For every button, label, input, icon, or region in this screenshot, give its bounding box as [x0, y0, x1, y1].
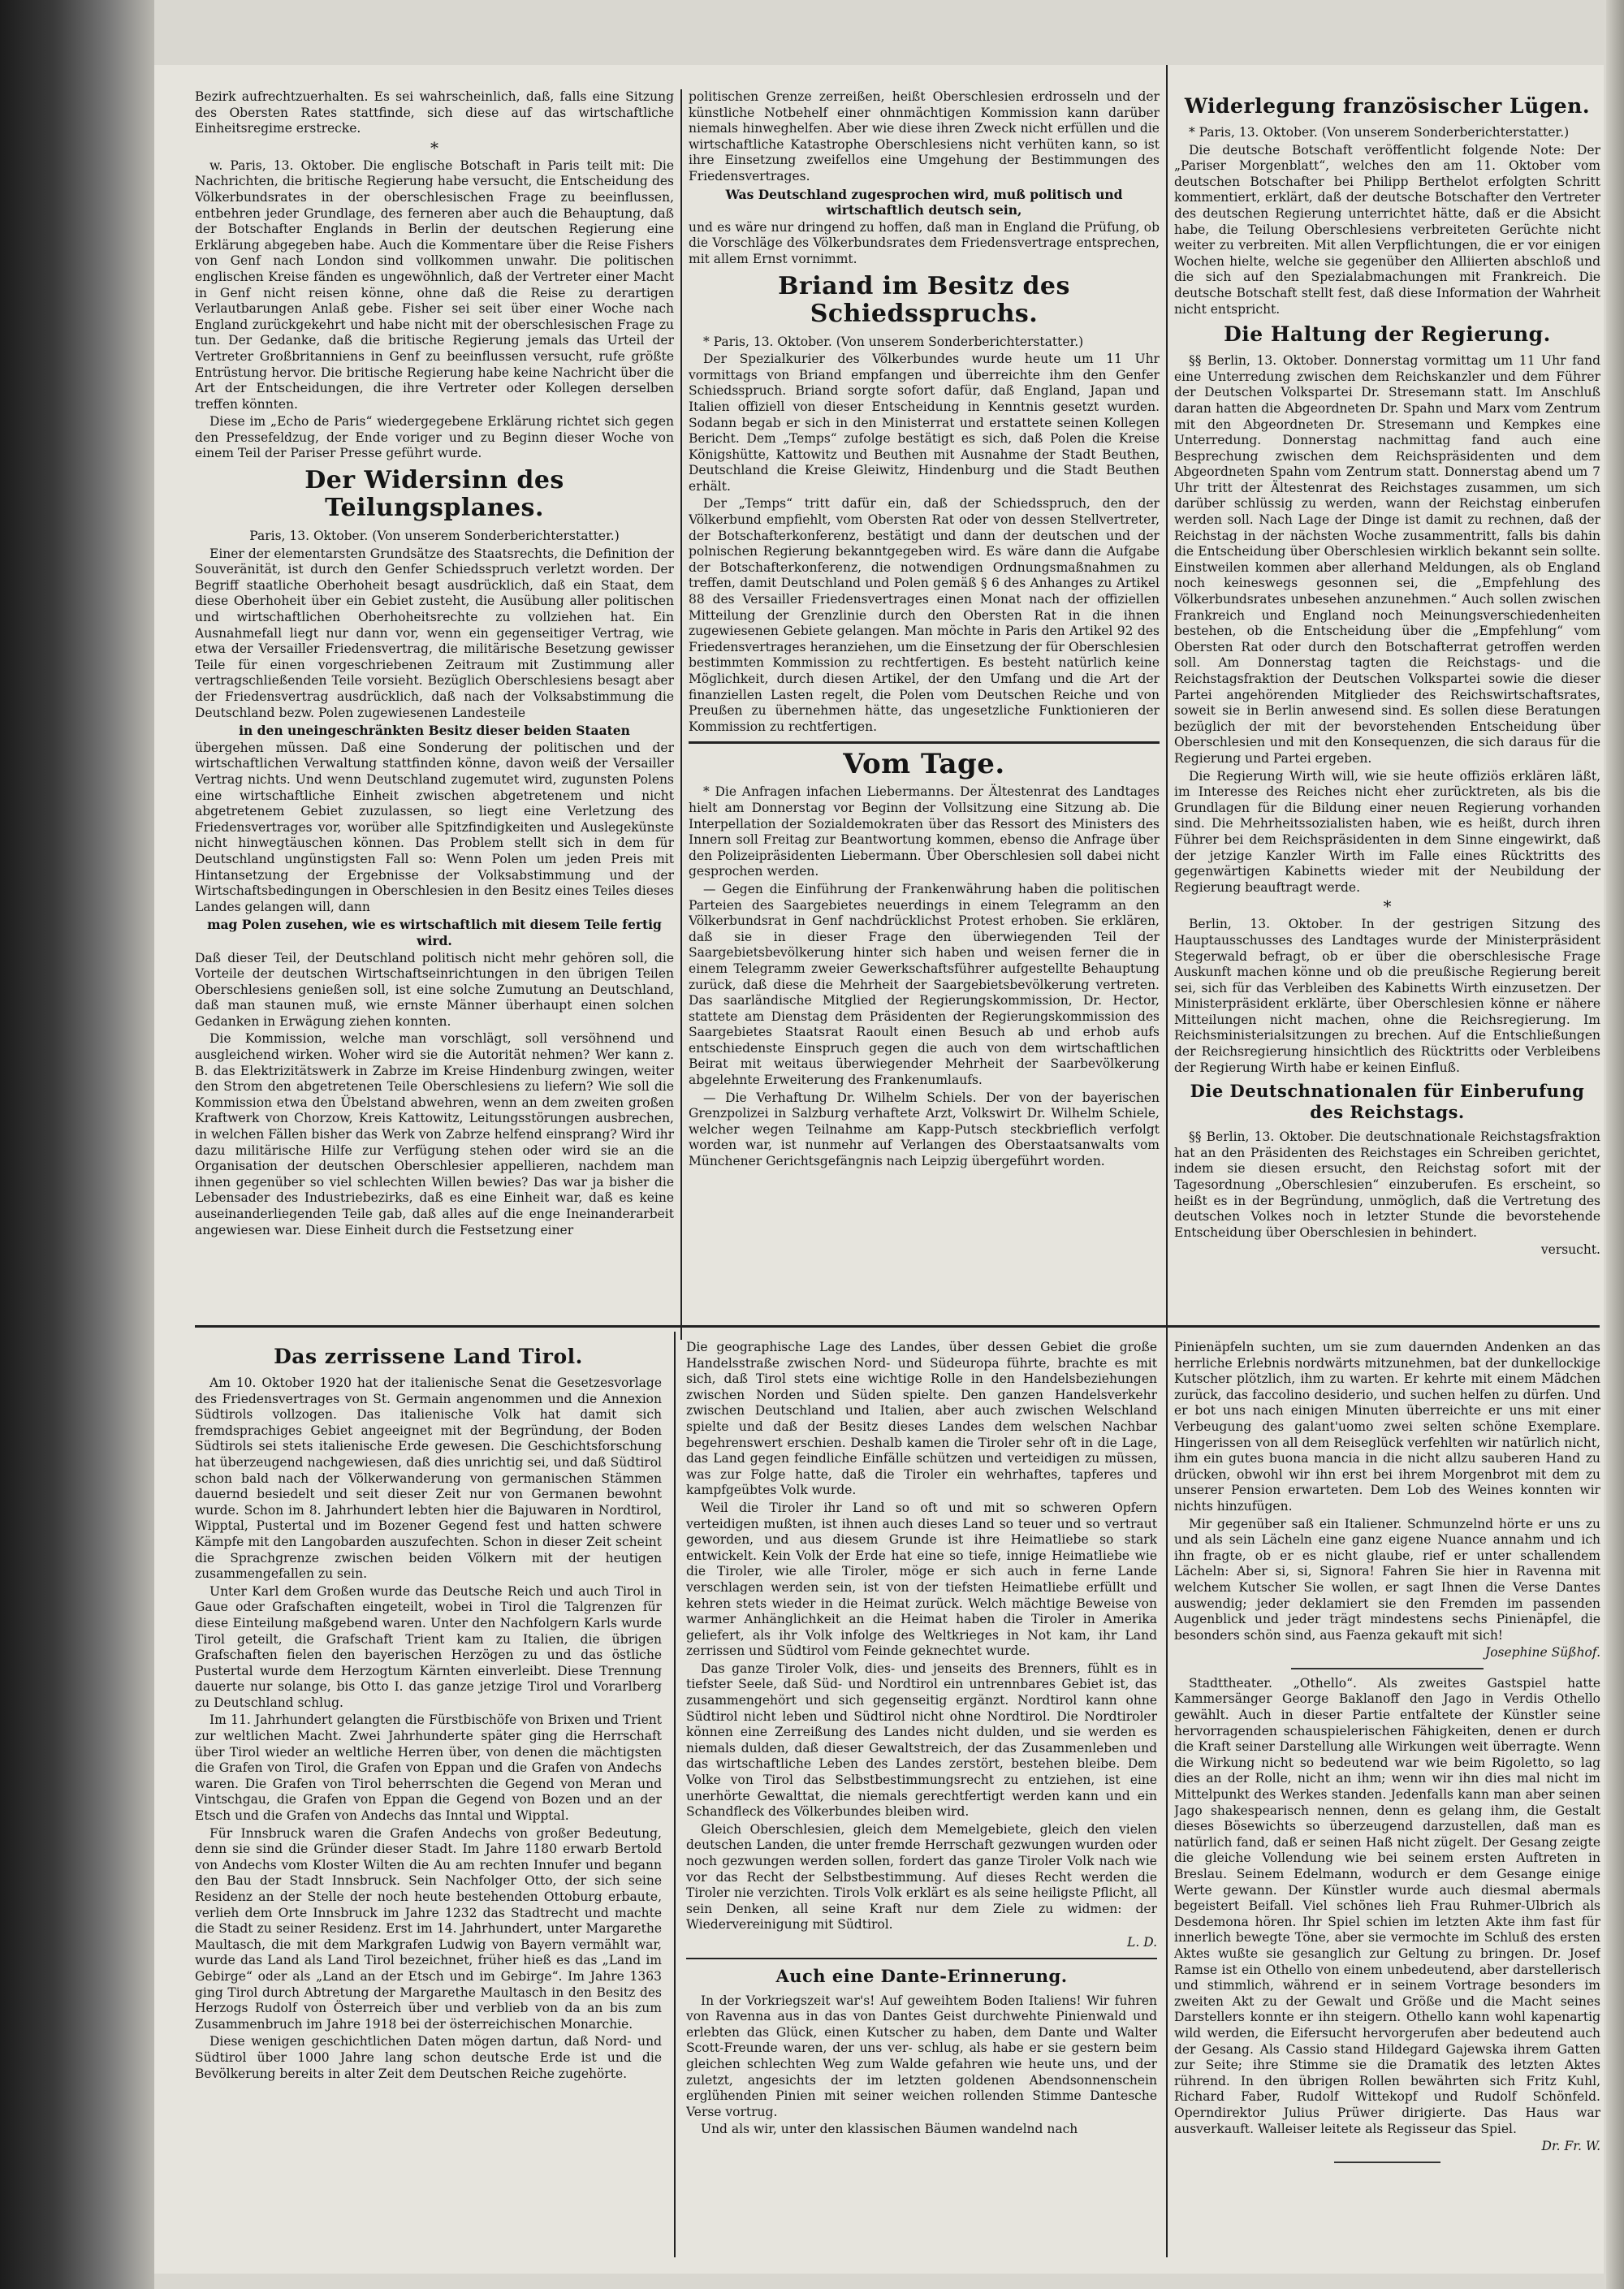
column-2 — [689, 89, 1160, 1319]
separator-star: * — [430, 137, 438, 158]
article-paragraph: Diese wenigen geschichtlichen Daten mögen dartun, daß Nord- und Südtirol über 1000 Jahre lang schon deutsche Erde ist und die Bevölkerung bereits in alter Zeit dem Deutschen Reiche zugehörte. — [195, 2034, 662, 2081]
headline-tirol: Das zerrissene Land Tirol. — [274, 1345, 583, 1368]
author-signature: Dr. Fr. W. — [1541, 2139, 1600, 2154]
separator-star: * — [1383, 896, 1392, 917]
column-divider — [1166, 1332, 1168, 2257]
headline-deutschnationalen: Die Deutschnationalen für Einberufung des Reichstags. — [1190, 1081, 1585, 1123]
emphasis-line: mag Polen zusehen, wie es wirtschaftlich mit diesem Teile fertig wird. — [207, 917, 662, 948]
section-rule — [689, 741, 1160, 744]
english-embassy-note: w. Paris, 13. Oktober. Die englische Botschaft in Paris teilt mit: Die Nachrichten, die britische Regierung habe versucht, die Entscheidung des Völkerbundsrates in der oberschlesischen Frage zu beeinflussen, entbehren jeder Grundlage, des ferneren aber auch die Behauptung, daß der Botschafter Englands in Berlin der deutschen Regierung eine Erklärung abgegeben habe. Auch die Kommentare über die Reise Fishers von Genf nach London sind vollkommen unwahr. Die politischen englischen Kreise fänden es ungewöhnlich, daß der Vertreter einer Macht in Genf nicht reisen könne, ohne daß die Reise zu derartigen Verlautbarungen Anlaß gebe. Fisher sei seit über einer Woche nach England zurückgekehrt und habe nicht mit der oberschlesischen Frage zu tun. Der Gedanke, daß die britische Regierung jemals das Urteil der Vertreter Großbritanniens in Genf zu beeinflussen versucht, rufe größte Entrüstung hervor. Die britische Regierung habe keine Nachricht über die Art der Entscheidungen, die ihre Vertreter oder Kollegen derselben treffen könnten. — [195, 158, 674, 412]
article-paragraph: Der Spezialkurier des Völkerbundes wurde heute um 11 Uhr vormittags von Briand empfangen und überreichte ihm den Genfer Schiedsspruch. Briand sorgte sofort dafür, daß England, Japan und Italien offiziell von dieser Entscheidung in Kenntnis gesetzt wurden. Sodann begab er sich in den Ministerrat und erstattete seinen Kollegen Bericht. Dem „Temps“ zufolge bestätigt es sich, daß Polen die Kreise Königshütte, Kattowitz und Beuthen mit Ausnahme der Stadt Beuthen, Deutschland die Kreise Gleiwitz, Hindenburg und die Stadt Beuthen erhält. — [689, 352, 1160, 494]
newspaper-sheet — [154, 65, 1604, 2274]
article-tail: versucht. — [1540, 1242, 1600, 1258]
emphasis-line: Was Deutschland zugesprochen wird, muß politisch und wirtschaftlich deutsch sein, — [725, 186, 1123, 218]
headline-dante: Auch eine Dante-Erinnerung. — [775, 1965, 1068, 1986]
article-paragraph: §§ Berlin, 13. Oktober. Die deutschnationale Reichstagsfraktion hat an den Präsidenten des Reichstages ein Schreiben gerichtet, indem sie diesen ersucht, den Reichstag sofort mit der Tagesordnung „Oberschlesien“ einzuberufen. Es erscheint, so heißt es in der Begründung, unmöglich, daß die Vertretung des deutschen Volkes noch in letzter Stunde die bevorstehende Entscheidung über Oberschlesien in behindert. — [1174, 1129, 1600, 1240]
article-paragraph: Im 11. Jahrhundert gelangten die Fürstbischöfe von Brixen und Trient zur weltlichen Macht. Zwei Jahrhunderte später ging die Herrschaft über Tirol wieder an weltliche Herren über, von denen die mächtigsten die Grafen von Tirol, die Grafen von Eppan und die Grafen von Andechs waren. Die Grafen von Tirol beherrschten die Gegend von Meran und Vintschgau, die Grafen von Eppan die Gegend von Bozen und an der Etsch und die Grafen von Andechs das Inntal und Wipptal. — [195, 1712, 662, 1824]
headline-haltung: Die Haltung der Regierung. — [1224, 322, 1551, 347]
dateline: * Paris, 13. Oktober. (Von unserem Sonderberichterstatter.) — [1189, 125, 1570, 140]
column-1 — [195, 89, 674, 1319]
column-divider — [674, 1332, 676, 2257]
headline-briand: Briand im Besitz des Schiedsspruchs. — [778, 271, 1070, 328]
news-item: — Gegen die Einführung der Frankenwährung haben die politischen Parteien des Saargebietes neuerdings in einem Telegramm an den Völkerbundsrat in Genf nachdrücklichst Protest erhoben. Sie erklären, daß sie in dieser Frage den überwiegenden Teil der Saargebietsbevölkerung hinter sich haben und weisen ferner die in einem Telegramm zweier Gewerkschaftsführer aufgestellte Behauptung zurück, daß diese die Mehrheit der Saargebietsbevölkerung vertreten. Das saarländische Mitglied der Regierungskommission, Dr. Hector, stattete am Dienstag dem Präsidenten der Regierungskommission des Saargebietes Staatsrat Raoult einen Besuch ab und erhob aufs entschiedenste Einspruch gegen die auch von dem wirtschaftlichen Beirat mit weitaus überwiegender Mehrheit der Saarbevölkerung abgelehnte Erweiterung des Frankenumlaufs. — [689, 881, 1160, 1088]
lead-paragraph: Bezirk aufrechtzuerhalten. Es sei wahrscheinlich, daß, falls eine Sitzung des Obersten Rates stattfinde, sich diese auf das wirtschaftliche Einheitsregime erstrecke. — [195, 89, 674, 136]
scan-edge-right — [1606, 0, 1624, 2289]
article-paragraph: Das ganze Tiroler Volk, dies- und jenseits des Brenners, fühlt es in tiefster Seele, daß Süd- und Nordtirol ein untrennbares Gebiet ist, das zusammengehört und sich gegenseitig ergänzt. Nordtirol kann ohne Südtirol nicht leben und Südtirol nicht ohne Nordtirol. Die Nordtiroler können eine Zerreißung des Landes nicht dulden, und sie werden es niemals dulden, daß dieser Gewaltstreich, der das Zusammenleben und das wirtschaftliche Leben des Landes zerstört, bestehen bleibe. Dem Volke von Tirol das Selbstbestimmungsrecht zu entziehen, ist eine unerhörte Gewalttat, die niemals gerechtfertigt werden kann und ein Schandfleck des Völkerbundes bleiben wird. — [686, 1661, 1157, 1820]
article-paragraph: Und als wir, unter den klassischen Bäumen wandelnd nach — [701, 2122, 1078, 2137]
article-paragraph: Berlin, 13. Oktober. In der gestrigen Sitzung des Hauptausschusses des Landtages wurde der Ministerpräsident Stegerwald befragt, ob er über die oberschlesische Frage Auskunft machen könne und ob die preußische Regierung bereit sei, sich für das Verbleiben des Kabinetts Wirth einzusetzen. Der Ministerpräsident erklärte, über Oberschlesien könne er nähere Mitteilungen nicht machen, ohne die Reichsregierung. Im Reichsministerialsitzungen zu brechen. Auf die Entschließungen der Reichsregierung hinsichtlich des Rücktritts oder Verbleibens der Regierung Wirth habe er keinen Einfluß. — [1174, 917, 1600, 1075]
article-paragraph: Der „Temps“ tritt dafür ein, daß der Schiedsspruch, den der Völkerbund empfiehlt, vom Obersten Rat oder von dessen Stellvertreter, der Botschafterkonferenz, bestätigt und dann der deutschen und der polnischen Regierung bekanntgegeben wird. Es wäre dann die Aufgabe der Botschafterkonferenz, die notwendigen Ordnungsmaßnahmen zu treffen, damit Deutschland und Polen gemäß § 6 des Anhanges zu Artikel 88 des Versailler Friedensvertrages einen Monat nach der offiziellen Mitteilung der Grenzlinie durch den Obersten Rat in die ihnen zugewiesenen Gebiete gelangen. Man möchte in Paris den Artikel 92 des Friedensvertrages heranziehen, um die Einsetzung der für Oberschlesien bestimmten Kommission zu rechtfertigen. Es besteht natürlich keine Möglichkeit, durch diesen Artikel, der den Umfang und die Art der finanziellen Lasten regelt, die Polen vom Deutschen Reiche und von Preußen zu übernehmen hätte, das ungesetzliche Funktionieren der Kommission zu rechtfertigen. — [689, 496, 1160, 734]
article-paragraph: übergehen müssen. Daß eine Sonderung der politischen und der wirtschaftlichen Verwaltung stattfinden könne, davon weiß der Versailler Vertrag nichts. Und wenn Deutschland zugemutet wird, zugunsten Polens eine wirtschaftliche Einheit zwischen abgetretenem und nicht abgetretenem Gebiet zuzulassen, so liegt eine Verletzung des Friedensvertrages vor, worüber alle Spitzfindigkeiten und Auslegekünste nicht hinwegtäuschen können. Das Problem stellt sich in dem für Deutschland ungünstigsten Fall so: Wenn Polen um jeden Preis mit Hintansetzung der Ergebnisse der Volksabstimmung und der Wirtschaftsbedingungen in Oberschlesien in den Besitz eines Teiles dieses Landes gelangen will, dann — [195, 740, 674, 914]
tirol-column-1 — [195, 1340, 662, 2253]
news-item: — Die Verhaftung Dr. Wilhelm Schiels. Der von der bayerischen Grenzpolizei in Salzburg verhaftete Arzt, Volkswirt Dr. Wilhelm Schiele, welcher wegen Teilnahme am Kapp-Putsch steckbrieflich verfolgt worden war, ist nunmehr auf Verlangen des Oberstaatsanwalts vom Münchener Gerichtsgefängnis nach Leipzig übergeführt worden. — [689, 1090, 1160, 1169]
tirol-column-2 — [686, 1340, 1157, 2253]
column-divider — [1166, 65, 1168, 1340]
headline-widersinn: Der Widersinn des Teilungsplanes. — [304, 466, 564, 523]
article-paragraph: Daß dieser Teil, der Deutschland politisch nicht mehr gehören soll, die Vorteile der deutschen Wirtschaftseinrichtungen in den übrigen Teilen Oberschlesiens genießen soll, ist eine solche Zumutung an Deutschland, daß man staunen muß, wie ernste Männer überhaupt einen solchen Gedanken in Erwägung ziehen konnten. — [195, 950, 674, 1029]
article-paragraph: Einer der elementarsten Grundsätze des Staatsrechts, die Definition der Souveränität, ist durch den Genfer Schiedsspruch verletzt worden. Der Begriff staatliche Oberhoheit besagt ausdrücklich, daß ein Staat, dem diese Oberhoheit über ein Gebiet zusteht, die Ausübung aller politischen und wirtschaftlichen Oberhoheitsrechte zu vollziehen hat. Ein Ausnahmefall liegt nur dann vor, wenn ein gegenseitiger Vertrag, wie etwa der Versailler Friedensvertrag, die militärische Besetzung gewisser Teile für einen vorgeschriebenen Zeitraum mit Zustimmung aller vertragschließenden Teile vorsieht. Bezüglich Oberschlesiens besagt aber der Friedensvertrag ausdrücklich, daß nach der Volksabstimmung die Deutschland bezw. Polen zugewiesenen Landesteile — [195, 546, 674, 720]
article-paragraph: Unter Karl dem Großen wurde das Deutsche Reich und auch Tirol in Gaue oder Grafschaften eingeteilt, wobei in Tirol die Talgrenzen für diese Einteilung maßgebend waren. Unter den Nachfolgern Karls wurde Tirol geteilt, die Grafschaft Trient kam zu Italien, die übrigen Grafschaften fielen den bayerischen Herzögen zu und das östliche Pustertal wurde dem Herzogtum Kärnten einverleibt. Diese Trennung dauerte nur solange, bis Otto I. das ganze jetzige Tirol und Vorarlberg zu Deutschland schlug. — [195, 1583, 662, 1710]
dateline: * Paris, 13. Oktober. (Von unserem Sonderberichterstatter.) — [703, 334, 1084, 349]
feuilleton-column-3 — [1174, 1340, 1600, 2253]
emphasis-line: in den uneingeschränkten Besitz dieser beiden Staaten — [239, 723, 630, 739]
section-rule — [686, 1958, 1157, 1959]
dateline: Paris, 13. Oktober. (Von unserem Sonderberichterstatter.) — [249, 529, 620, 544]
article-paragraph: Die Kommission, welche man vorschlägt, soll versöhnend und ausgleichend wirken. Woher wird sie die Autorität nehmen? Wer kann z. B. das Elektrizitätswerk in Zabrze im Kreise Hindenburg zwingen, weiter den Strom den abgetretenen Teile Oberschlesiens zu liefern? Wie soll die Kommission etwa den Übelstand abwehren, wenn an dem zweiten großen Kraftwerk von Chorzow, Kreis Kattowitz, Leitungsstörungen ausbrechen, in welchen Fällen bisher das Werk von Zabrze helfend einsprang? Wird ihr dazu militärische Hilfe zur Verfügung stehen oder wird sie an die Organisation der deutschen Oberschlesier appellieren, nachdem man ihnen gegenüber so viel schlechten Willen bewies? Das war ja bisher die Lebensader des Industriebezirks, daß es eine Einheit war, daß es keine auseinanderliegenden Teile gab, daß alles auf die enge Ineinanderarbeit angewiesen war. Diese Einheit durch die Festsetzung einer — [195, 1031, 674, 1237]
author-signature: L. D. — [1127, 1934, 1157, 1950]
section-rule — [1291, 1668, 1483, 1669]
article-paragraph: Weil die Tiroler ihr Land so oft und mit so schweren Opfern verteidigen mußten, ist ihnen auch dieses Land so teuer und so vertraut geworden, und aus diesem Grunde ist ihre Heimatliebe so stark entwickelt. Kein Volk der Erde hat eine so tiefe, innige Heimatliebe wie die Tiroler, wie alle Tiroler, möge er sich auch in ferne Lande verschlagen werden sein, ist von der tiefsten Heimatliebe erfüllt und kehren stets wieder in die Heimat zurück. Welch mächtige Beweise von warmer Anhänglichkeit an die Heimat haben die Tiroler in Amerika geliefert, als ihr Volk infolge des Weltkrieges in Not kam, ihr Land zerrissen und Südtirol vom Feinde geknechtet wurde. — [686, 1500, 1157, 1659]
column-3 — [1174, 89, 1600, 1319]
article-paragraph: Pinienäpfeln suchten, um sie zum dauernden Andenken an das herrliche Erlebnis nordwärts mitzunehmen, bat der dunkellockige Kutscher plötzlich, ihm zu warten. Er kehrte mit einem Mädchen zurück, das faccolino desiderio, und suchen helfen zu dürfen. Und er bot uns nach einigen Minuten überreichte er uns mit einer Verbeugung des galant'uomo zwei selten schöne Exemplare. Hingerissen von all dem Reiseglück verfehlten wir natürlich nicht, ihm ein gutes buona mancia in die nicht allzu sauberen Hand zu drücken, obwohl wir ihn erst bei ihrem Morgenbrot mit dem zu unserer Pension erwarteten. Dem Lob des Weines konnten wir nichts hinzufügen. — [1174, 1340, 1600, 1514]
headline-vom-tage: Vom Tage. — [843, 748, 1005, 781]
article-paragraph: §§ Berlin, 13. Oktober. Donnerstag vormittag um 11 Uhr fand eine Unterredung zwischen dem Reichskanzler und dem Führer der Deutschen Volkspartei Dr. Stresemann statt. Im Anschluß daran hatten die Abgeordneten Dr. Spahn und Marx vom Zentrum mit den Abgeordneten Dr. Stresemann und Kempkes eine Unterredung. Donnerstag nachmittag fand auch eine Besprechung zwischen dem Reichspräsidenten und dem Abgeordneten Spahn vom Zentrum statt. Donnerstag abend um 7 Uhr tritt der Ältestenrat des Reichstages zusammen, um sich darüber schlüssig zu werden, wann der Reichstag einberufen werden soll. Nach Lage der Dinge ist damit zu rechnen, daß der Reichstag in der nächsten Woche zusammentritt, falls bis dahin die Entscheidung über Oberschlesien wirklich bekannt sein sollte. Einstweilen kommen aber allerhand Meldungen, als ob England noch keineswegs gesonnen sei, die „Empfehlung des Völkerbundsrates unbesehen anzunehmen.“ Auch sollen zwischen Frankreich und England noch Meinungsverschiedenheiten bestehen, ob die Entscheidung über die „Empfehlung“ vom Obersten Rat oder durch den Botschafterrat getroffen werden soll. Am Donnerstag tagten die Reichstags- und die Reichstagsfraktion der Deutschen Volkspartei sowie die dieser Partei angehörenden Mitglieder des Reichswirtschaftsrates, soweit sie in Berlin anwesend sind. Es sollen diese Beratungen bezüglich der mit der bevorstehenden Entscheidung über Oberschlesien und mit den Konsequenzen, die sich daraus für die Regierung und Partei ergeben. — [1174, 353, 1600, 766]
article-paragraph: Für Innsbruck waren die Grafen Andechs von großer Bedeutung, denn sie sind die Gründer dieser Stadt. Im Jahre 1180 erwarb Bertold von Andechs vom Kloster Wilten die Au am rechten Innufer und begann den Bau der Stadt Innsbruck. Sein Nachfolger Otto, der sich seine Residenz an der Stelle der noch heute bestehenden Ottoburg erbaute, verlieh dem Orte Innsbruck im Jahre 1232 das Stadtrecht und machte die Stadt zu seiner Residenz. Erst im 14. Jahrhundert, unter Margarethe Maultasch, die mit dem Markgrafen Ludwig von Bayern vermählt war, wurde das Land als Land Tirol bezeichnet, früher hieß es das „Land im Gebirge“ oder als „Land an der Etsch und im Gebirge“. Im Jahre 1363 ging Tirol durch Abtretung der Margarethe Maultasch in den Besitz des Herzogs Rudolf von Österreich über und verblieb von da an bis zum Zusammenbruch im Jahre 1918 bei der österreichischen Monarchie. — [195, 1825, 662, 2032]
article-paragraph: politischen Grenze zerreißen, heißt Oberschlesien erdrosseln und der künstliche Notbehelf einer ohnmächtigen Kommission kann darüber niemals hinweghelfen. Aber wie diese ihren Zweck nicht erfüllen und die wirtschaftliche Katastrophe Oberschlesiens nicht verhüten kann, so ist ihre Einsetzung zweifellos eine Umgehung der Bestimmungen des Friedensvertrages. — [689, 89, 1160, 184]
echo-de-paris-note: Diese im „Echo de Paris“ wiedergegebene Erklärung richtet sich gegen den Pressefeldzug, der Ende voriger und zu Beginn dieser Woche von einem Teil der Pariser Presse geführt wurde. — [195, 414, 674, 461]
headline-widerlegung: Widerlegung französischer Lügen. — [1184, 94, 1591, 118]
article-paragraph: Die deutsche Botschaft veröffentlicht folgende Note: Der „Pariser Morgenblatt“, welches den am 11. Oktober vom deutschen Botschafter bei Philipp Berthelot erfolgten Schritt kommentiert, erklärt, daß der deutsche Botschafter den Vertreter des deutschen Regierung unterrichtet hätte, daß er die Absicht habe, die Teilung Oberschlesiens verbreiteten Gerüchte nicht weiter zu verbreiten. Mit allen Verpflichtungen, die er vor einigen Wochen hielte, welche sie gegenüber den Alliierten abschloß und die sich auf den Spezialabmachungen mit Frankreich. Die deutsche Botschaft stellt fest, daß diese Information der Wahrheit nicht entspricht. — [1174, 142, 1600, 317]
article-paragraph: Am 10. Oktober 1920 hat der italienische Senat die Gesetzesvorlage des Friedensvertrages von St. Germain angenommen und die Annexion Südtirols vollzogen. Das italienische Volk hat damit sich fremdsprachiges Gebiet angeeignet mit der Begründung, der Boden Südtirols sei stets italienische Erde gewesen. Die Geschichtsforschung hat überzeugend nachgewiesen, daß dies unrichtig sei, und daß Südtirol schon bald nach der Völkerwanderung von germanischen Stämmen dauernd besiedelt und seit dieser Zeit nur von Germanen bewohnt wurde. Schon im 8. Jahrhundert lebten hier die Bajuwaren in Nordtirol, Wipptal, Pustertal und im Bozener Gegend fest und hatten schwere Kämpfe mit den Langobarden auszufechten. Schon in dieser Zeit scheint die Sprachgrenze zwischen beiden Völkern mit der heutigen zusammengefallen zu sein. — [195, 1376, 662, 1582]
scan-shadow-left — [0, 0, 154, 2289]
column-divider — [680, 89, 682, 1340]
author-signature: Josephine Süßhof. — [1485, 1645, 1600, 1661]
theater-review: Stadttheater. „Othello“. Als zweites Gastspiel hatte Kammersänger George Baklanoff den Jago in Verdis Othello gewählt. Auch in dieser Partie entfaltete der Künstler seine hervorragenden schauspielerischen Fähigkeiten, denen er durch die Kraft seiner Darstellung alle Wirkungen weit überragte. Wenn die Wirkung nicht so bedeutend war wie beim Rigoletto, so lag dies an der Rolle, nicht an ihm; wenn wir ihn dies mal nicht im Mittelpunkt des Werkes standen. Jedenfalls kann man aber seinen Jago shakespearisch nennen, denn es gelang ihm, die Gestalt dieses Bösewichts so überzeugend darzustellen, daß man es natürlich fand, daß er seinen Haß nicht zügelt. Der Gesang zeigte die gleiche Vollendung wie bei seinem ersten Auftreten in Breslau. Seinem Edelmann, wodurch er dem Gesange einige Werte gewann. Der Künstler wurde auch diesmal abermals begeistert Beifall. Viel schönes lieh Frau Ruhmer-Ulbrich als Desdemona hören. Ihr Spiel schien im letzten Akte ihm fast für innerlich bewegte Töne, aber sie vermochte im Schluß des ersten Aktes wußte sie gesanglich zur Geltung zu bringen. Dr. Josef Ramse ist ein Othello von einem unbedeutend, aber darstellerisch und stimmlich, während er in seinem Vortrage besonders im zweiten Akt zu der Gewalt und Größe und die Macht seines Darstellers konnte er ihn steigern. Othello kann wohl kapenartig wild werden, die Eifersucht hervorgerufen aber bedeutend auch der Gesang. Als Cassio stand Hildegard Gajewska ihrem Gatten zur Seite; ihre Stimme sie die Dramatik des letzten Aktes rührend. In den übrigen Rollen bewährten sich Fritz Kuhl, Richard Faber, Rudolf Wittekopf und Rudolf Schönfeld. Operndirektor Julius Prüwer dirigierte. Das Haus war ausverkauft. Walleiser leitete als Regisseur das Spiel. — [1174, 1675, 1600, 2136]
article-paragraph: Die Regierung Wirth will, wie sie heute offiziös erklären läßt, im Interesse des Reiches nicht eher zurücktreten, als bis die Grundlagen für die Bildung einer neuen Regierung vorhanden sind. Die Mehrheitssozialisten haben, wie es heißt, durch ihren Führer bei dem Reichspräsidenten in dem Sinne eingewirkt, daß der jetzige Kanzler Wirth im Falle eines Rücktritts des gegenwärtigen Kabinetts wieder mit der Neubildung der Regierung beauftragt werde. — [1174, 768, 1600, 895]
article-paragraph: In der Vorkriegszeit war's! Auf geweihtem Boden Italiens! Wir fuhren von Ravenna aus in das von Dantes Geist durchwehte Pinienwald und erlebten das Glück, einen Kutscher zu haben, dem Dante und Walter Scott-Freunde waren, der uns ver- schlug, als habe er sie gestern beim gleichen schlechten Weg zum Walde gefahren wie heute uns, und der zuletzt, angesichts der im letzten goldenen Abendsonnenschein erglühenden Pinien mit seiner weichen rollenden Stimme Dantesche Verse vortrug. — [686, 1993, 1157, 2119]
article-paragraph: Gleich Oberschlesien, gleich dem Memelgebiete, gleich den vielen deutschen Landen, die unter fremde Herrschaft gezwungen wurden oder noch gezwungen werden sollen, fordert das ganze Tiroler Volk nach wie vor das Recht der Selbstbestimmung. Auf dieses Recht werden die Tiroler nie verzichten. Tirols Volk erklärt es als seine heiligste Pflicht, all sein Denken, all seine Kraft nur dem Ziele zu widmen: der Wiedervereinigung mit Südtirol. — [686, 1821, 1157, 1933]
article-paragraph: und es wäre nur dringend zu hoffen, daß man in England die Prüfung, ob die Vorschläge des Völkerbundsrates dem Friedensvertrage entsprechen, mit allem Ernst vornimmt. — [689, 219, 1160, 266]
news-item: * Die Anfragen infachen Liebermanns. Der Ältestenrat des Landtages hielt am Donnerstag vor Beginn der Vollsitzung eine Sitzung ab. Die Interpellation der Sozialdemokraten über das Ressort des Ministers des Innern soll Freitag zur Beantwortung kommen, ebenso die Anfrage über den Polizeipräsidenten Liebermann. Über Oberschlesien soll dabei nicht gesprochen werden. — [689, 784, 1160, 879]
article-paragraph: Mir gegenüber saß ein Italiener. Schmunzelnd hörte er uns zu und als sein Lächeln eine ganz eigene Nuance annahm und ich ihn fragte, ob er es nicht glaube, rief er unter schallendem Lächeln: Aber si, si, Signora! Fahren Sie hier in Ravenna mit welchem Kutscher Sie wollen, er sagt Ihnen die Verse Dantes auswendig; jeder deklamiert sie den Fremden im passenden Augenblick und jeder trägt mindestens sechs Pinienäpfel, die besonders schön sind, aus Faenza gekauft mit sich! — [1174, 1516, 1600, 1643]
article-paragraph: Die geographische Lage des Landes, über dessen Gebiet die große Handelsstraße zwischen Nord- und Südeuropa führte, brachte es mit sich, daß Tirol stets eine wichtige Rolle in den Handelsbeziehungen zwischen Norden und Süden spielte. Den ganzen Handelsverkehr zwischen Deutschland und Italien, aber auch zwischen Welschland spielte und daß der Besitz dieses Landes dem welschen Nachbar begehrenswert erschien. Deshalb kamen die Tiroler sehr oft in die Lage, das Land gegen feindliche Einfälle schützen und verteidigen zu müssen, was zur Folge hatte, daß die Tiroler ein wehrhaftes, tapferes und kampfgeübtes Volk wurde. — [686, 1340, 1157, 1498]
page-horizontal-rule — [195, 1325, 1600, 1328]
end-rule — [1334, 2162, 1440, 2163]
